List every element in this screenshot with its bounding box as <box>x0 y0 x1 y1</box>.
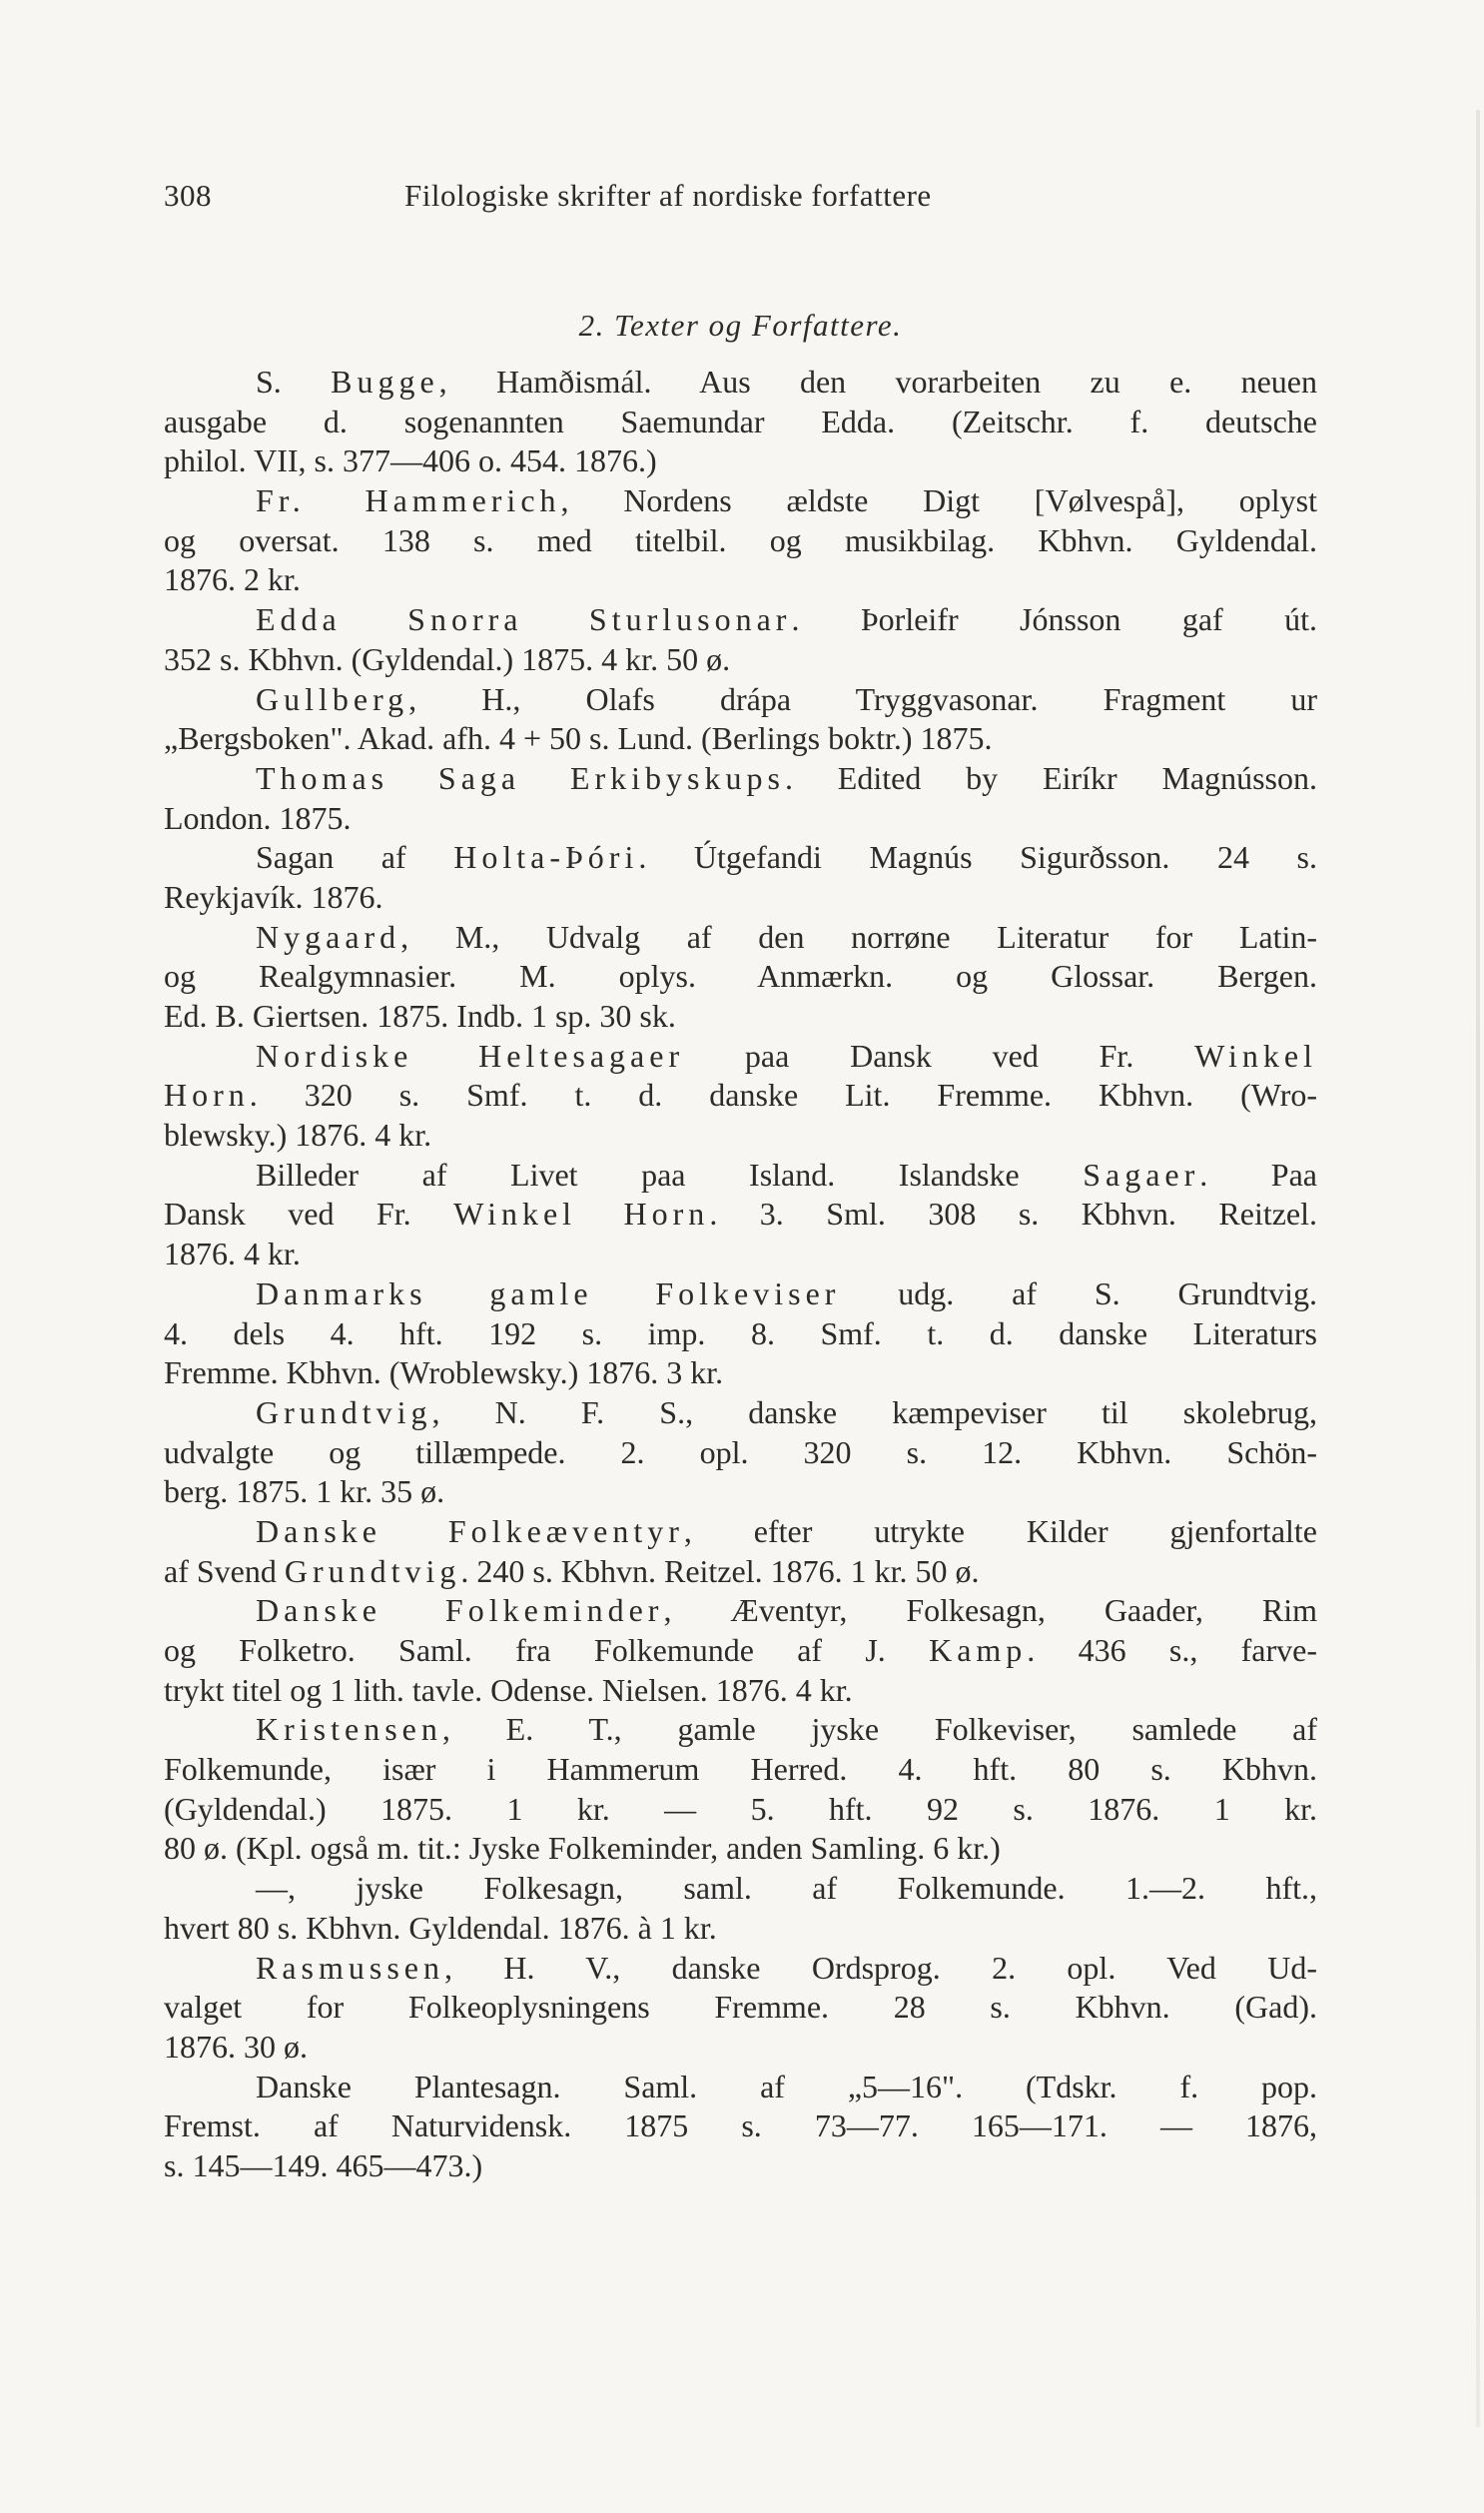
entry-line <box>164 799 1317 839</box>
entry-text: Danske Plantesagn. Saml. af „5—16". (Tdskr. f. pop. <box>256 2068 1317 2104</box>
entry-text: 1876. 4 kr. <box>164 1236 301 1272</box>
entry-line <box>164 560 1317 600</box>
entry-line <box>164 600 1317 640</box>
entry-line <box>164 1552 1317 1592</box>
running-title: Filologiske skrifter af nordiske forfattere <box>404 178 932 213</box>
entry-line <box>164 1631 1317 1671</box>
entry-text: 1876. 2 kr. <box>164 561 301 598</box>
entry-line <box>164 1274 1317 1314</box>
entry-text: og oversat. 138 s. med titelbil. og musikbilag. Kbhvn. Gyldendal. <box>164 521 1317 558</box>
entry-text: valget for Folkeoplysningens Fremme. 28 s. Kbhvn. (Gad). <box>164 1989 1317 2026</box>
entry-line <box>164 1116 1317 1156</box>
entry-text: Sagan af <box>256 839 454 876</box>
entry-text: Fremme. Kbhvn. (Wroblewsky.) 1876. 3 kr. <box>164 1354 724 1391</box>
entry-text: , M., Udvalg af den norrøne Literatur for Latin- <box>400 918 1317 955</box>
entry-text: London. 1875. <box>164 799 352 836</box>
entry-line <box>164 521 1317 561</box>
entry-text: S. <box>256 364 332 400</box>
entry-line <box>164 1710 1317 1750</box>
entry-text: hvert 80 s. Kbhvn. Gyldendal. 1876. à 1 kr. <box>164 1909 717 1946</box>
entry-text: —, jyske Folkesagn, saml. af Folkemunde. 1.—2. hft., <box>256 1870 1317 1907</box>
entry-line <box>164 1829 1317 1869</box>
spaced-name: Danske Folkeæventyr <box>256 1512 684 1549</box>
page-edge-shadow <box>1476 110 1480 2427</box>
bibliography-entry <box>164 600 1317 679</box>
entry-text: , Hamðismál. Aus den vorarbeiten zu e. neuen <box>438 364 1317 400</box>
spaced-name: Rasmussen <box>256 1949 444 1986</box>
entry-text: 1876. 30 ø. <box>164 2028 308 2065</box>
entry-text: , Nordens ældste Digt [Vølvespå], oplyst <box>560 482 1317 519</box>
entry-line <box>164 481 1317 521</box>
entry-text: „Bergsboken". Akad. afh. 4 + 50 s. Lund. (Berlings boktr.) 1875. <box>164 720 993 757</box>
entry-line <box>164 1393 1317 1433</box>
entry-line <box>164 1790 1317 1830</box>
entry-text: Dansk ved Fr. <box>164 1196 454 1233</box>
entry-line <box>164 1037 1317 1077</box>
bibliography-list <box>164 363 1317 2186</box>
spaced-name: Gullberg <box>256 680 409 717</box>
entry-text: 4. dels 4. hft. 192 s. imp. 8. Smf. t. d. danske Literaturs <box>164 1314 1317 1351</box>
entry-line <box>164 759 1317 799</box>
entry-line <box>164 2028 1317 2068</box>
bibliography-entry <box>164 1710 1317 1869</box>
entry-text: , N. F. S., danske kæmpeviser til skolebrug, <box>431 1393 1317 1430</box>
bibliography-entry <box>164 2068 1317 2186</box>
entry-line <box>164 1353 1317 1393</box>
bibliography-entry <box>164 1869 1317 1948</box>
entry-text: . Paa <box>1199 1156 1317 1193</box>
entry-text: , H. V., danske Ordsprog. 2. opl. Ved Ud- <box>444 1949 1317 1986</box>
section-heading: 2. Texter og Forfattere. <box>578 308 903 343</box>
page-number: 308 <box>164 178 212 213</box>
spaced-name: Edda Snorra Sturlusonar <box>256 601 792 638</box>
spaced-name: Danske Folkeminder <box>256 1592 664 1629</box>
entry-line <box>164 1909 1317 1949</box>
entry-line <box>164 1472 1317 1512</box>
entry-line <box>164 1512 1317 1552</box>
bibliography-entry <box>164 1037 1317 1156</box>
entry-text: Ed. B. Giertsen. 1875. Indb. 1 sp. 30 sk. <box>164 998 676 1034</box>
spaced-name: Nordiske Heltesagaer <box>256 1037 685 1074</box>
bibliography-entry <box>164 1156 1317 1274</box>
spaced-name: Bugge <box>331 364 439 400</box>
entry-text: Fremst. af Naturvidensk. 1875 s. 73—77. 165—171. — 1876, <box>164 2107 1317 2144</box>
entry-text: philol. VII, s. 377—406 o. 454. 1876.) <box>164 442 657 479</box>
entry-text: (Gyldendal.) 1875. 1 kr. — 5. hft. 92 s. 1876. 1 kr. <box>164 1790 1317 1827</box>
bibliography-entry <box>164 759 1317 838</box>
spaced-name: Grundtvig <box>256 1393 432 1430</box>
spaced-name: Sagaer <box>1083 1156 1200 1193</box>
spaced-name: Fr. Hammerich <box>256 482 561 519</box>
entry-line <box>164 1750 1317 1790</box>
entry-text: . Þorleifr Jónsson gaf út. <box>791 601 1317 638</box>
entry-text: og Realgymnasier. M. oplys. Anmærkn. og Glossar. Bergen. <box>164 958 1317 995</box>
bibliography-entry <box>164 363 1317 481</box>
entry-line <box>164 918 1317 958</box>
entry-text: , Æventyr, Folkesagn, Gaader, Rim <box>663 1592 1317 1629</box>
entry-text: udvalgte og tillæmpede. 2. opl. 320 s. 12. Kbhvn. Schön- <box>164 1433 1317 1470</box>
entry-line <box>164 1433 1317 1473</box>
bibliography-entry <box>164 1274 1317 1393</box>
entry-text: . 320 s. Smf. t. d. danske Lit. Fremme. Kbhvn. (Wro- <box>249 1077 1317 1114</box>
entry-text: Billeder af Livet paa Island. Islandske <box>256 1156 1084 1193</box>
entry-text: af Svend <box>164 1552 285 1589</box>
entry-line <box>164 1235 1317 1274</box>
spaced-name: Kamp <box>929 1632 1028 1668</box>
entry-text: Reykjavík. 1876. <box>164 878 383 915</box>
entry-text: . Útgefandi Magnús Sigurðsson. 24 s. <box>638 839 1317 876</box>
entry-line <box>164 1156 1317 1196</box>
entry-text: ausgabe d. sogenannten Saemundar Edda. (Zeitschr. f. deutsche <box>164 403 1317 439</box>
entry-line <box>164 878 1317 918</box>
entry-text: 80 ø. (Kpl. også m. tit.: Jyske Folkeminder, anden Samling. 6 kr.) <box>164 1830 1001 1867</box>
entry-line <box>164 1988 1317 2028</box>
spaced-name: Thomas Saga Erkibyskups <box>256 759 785 796</box>
bibliography-entry <box>164 1949 1317 2068</box>
spaced-name: Grundtvig <box>284 1552 461 1589</box>
spaced-name: Holta-Þóri <box>453 839 639 876</box>
entry-text: . 436 s., farve- <box>1027 1632 1317 1668</box>
entry-line <box>164 838 1317 878</box>
entry-text: blewsky.) 1876. 4 kr. <box>164 1117 432 1154</box>
entry-line <box>164 640 1317 680</box>
entry-line <box>164 997 1317 1037</box>
spaced-name: Winkel <box>1194 1037 1317 1074</box>
entry-line <box>164 1869 1317 1909</box>
entry-text: paa Dansk ved Fr. <box>684 1037 1195 1074</box>
entry-line <box>164 2106 1317 2146</box>
spaced-name: Nygaard <box>256 918 401 955</box>
entry-line <box>164 1314 1317 1354</box>
entry-text: s. 145—149. 465—473.) <box>164 2146 483 2183</box>
bibliography-entry <box>164 680 1317 759</box>
spaced-name: Danmarks gamle Folkeviser <box>256 1274 841 1311</box>
entry-line <box>164 441 1317 481</box>
entry-text: 352 s. Kbhvn. (Gyldendal.) 1875. 4 kr. 50 ø. <box>164 640 731 677</box>
entry-line <box>164 1671 1317 1711</box>
spaced-name: Kristensen <box>256 1711 442 1748</box>
entry-line <box>164 957 1317 997</box>
entry-line <box>164 403 1317 442</box>
bibliography-entry <box>164 1591 1317 1710</box>
entry-text: udg. af S. Grundtvig. <box>840 1274 1317 1311</box>
entry-line <box>164 1949 1317 1989</box>
entry-text: . Edited by Eiríkr Magnússon. <box>784 759 1317 796</box>
bibliography-entry <box>164 1393 1317 1512</box>
entry-line <box>164 2146 1317 2186</box>
entry-text: Folkemunde, især i Hammerum Herred. 4. hft. 80 s. Kbhvn. <box>164 1751 1317 1788</box>
bibliography-entry <box>164 481 1317 600</box>
entry-line <box>164 363 1317 403</box>
bibliography-entry <box>164 838 1317 917</box>
entry-text: trykt titel og 1 lith. tavle. Odense. Nielsen. 1876. 4 kr. <box>164 1671 853 1708</box>
entry-line <box>164 1591 1317 1631</box>
entry-text: og Folketro. Saml. fra Folkemunde af J. <box>164 1632 930 1668</box>
running-head <box>164 178 1317 228</box>
bibliography-entry <box>164 1512 1317 1591</box>
entry-text: , efter utrykte Kilder gjenfortalte <box>683 1512 1317 1549</box>
entry-line <box>164 719 1317 759</box>
spaced-name: Winkel Horn <box>453 1196 710 1233</box>
entry-text: , E. T., gamle jyske Folkeviser, samlede af <box>441 1711 1317 1748</box>
bibliography-entry <box>164 918 1317 1037</box>
entry-text: . 3. Sml. 308 s. Kbhvn. Reitzel. <box>709 1196 1317 1233</box>
entry-line <box>164 680 1317 720</box>
entry-line <box>164 1076 1317 1116</box>
entry-text: , H., Olafs drápa Tryggvasonar. Fragment ur <box>408 680 1317 717</box>
entry-line <box>164 2068 1317 2107</box>
entry-text: berg. 1875. 1 kr. 35 ø. <box>164 1473 445 1510</box>
entry-line <box>164 1195 1317 1235</box>
entry-text: . 240 s. Kbhvn. Reitzel. 1876. 1 kr. 50 ø. <box>460 1552 980 1589</box>
spaced-name: Horn <box>164 1077 250 1114</box>
